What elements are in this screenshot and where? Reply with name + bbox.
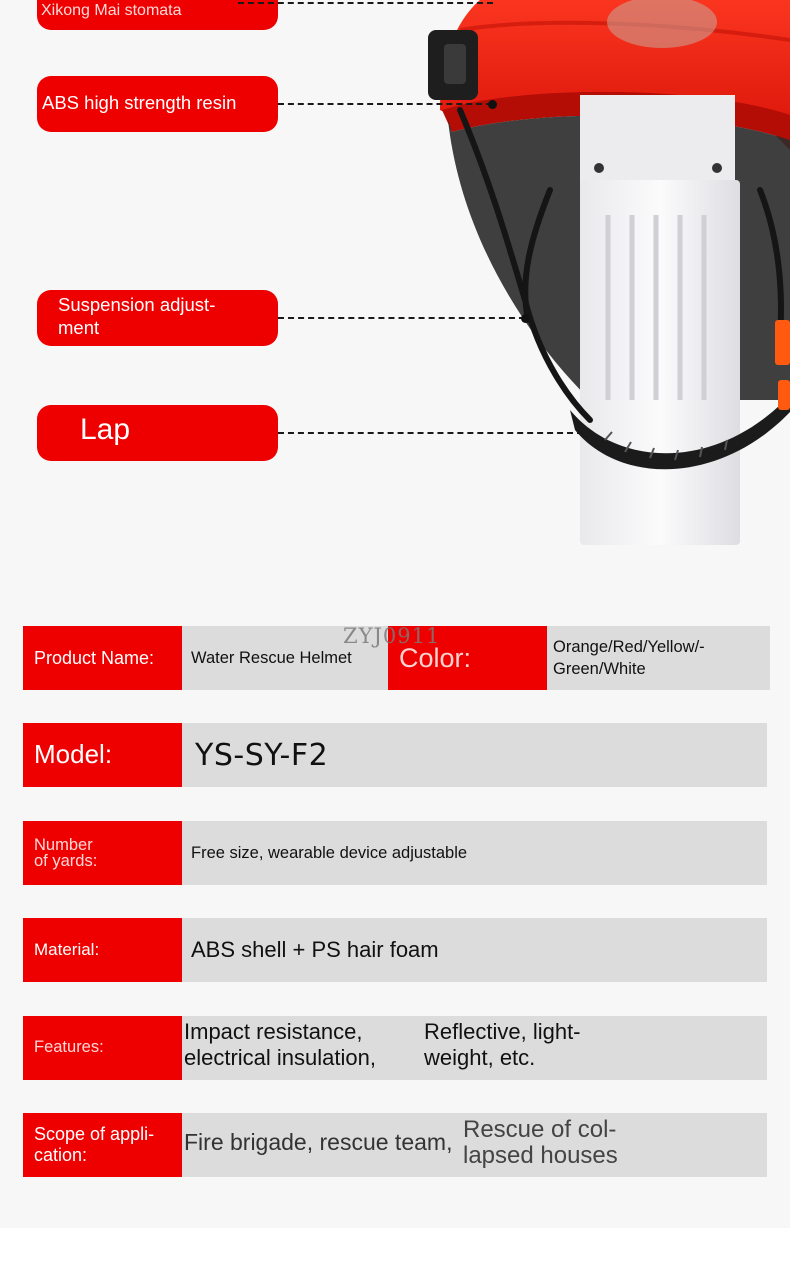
helmet-illustration (400, 0, 790, 560)
callout-stomata (37, 0, 278, 30)
leader-dot-resin (488, 100, 497, 109)
watermark-text: ZYJ0911 (343, 624, 441, 648)
features-label: Features: (23, 1016, 182, 1080)
scope-value-primary: Fire brigade, rescue team, (184, 1129, 453, 1155)
scope-value (182, 1113, 767, 1177)
features-value (182, 1016, 767, 1080)
leader-line-stomata (238, 2, 493, 4)
yards-value: Free size, wearable device adjustable (182, 821, 767, 885)
callout-suspension (37, 290, 278, 346)
leader-line-suspension (278, 317, 525, 319)
leader-dot-suspension (521, 314, 530, 323)
features-value-secondary: Reflective, light- weight, etc. (424, 1019, 581, 1070)
scope-value-secondary: Rescue of col- lapsed houses (463, 1116, 618, 1169)
callout-lap-label: Lap (80, 413, 131, 446)
strap-buckle (775, 320, 790, 365)
color-value: Orange/Red/Yellow/- Green/White (547, 626, 770, 690)
callout-resin (37, 76, 278, 132)
scope-label: Scope of appli- cation: (23, 1113, 182, 1177)
callout-resin-label: ABS high strength resin (42, 92, 237, 113)
material-value: ABS shell + PS hair foam (182, 918, 767, 982)
product-name-value: Water Rescue Helmet (182, 626, 388, 690)
neck-guard (580, 180, 740, 545)
color-label: Color: (388, 626, 547, 690)
product-name-label: Product Name: (23, 626, 182, 690)
model-label: Model: (23, 723, 182, 787)
spec-row-features (23, 1016, 767, 1080)
leader-line-resin (278, 103, 492, 105)
material-label: Material: (23, 918, 182, 982)
leader-line-lap (278, 432, 583, 434)
callout-stomata-label: Xikong Mai stomata (41, 2, 182, 19)
spec-row-material (23, 918, 767, 982)
spec-row-model (23, 723, 767, 787)
spec-row-scope (23, 1113, 767, 1177)
model-value: YS-SY-F2 (182, 723, 767, 787)
callout-lap (37, 405, 278, 461)
callout-suspension-label: Suspension adjust- ment (58, 294, 216, 338)
spec-row-yards (23, 821, 767, 885)
features-value-primary: Impact resistance, electrical insulation, (184, 1019, 376, 1070)
yards-label: Number of yards: (23, 821, 182, 885)
